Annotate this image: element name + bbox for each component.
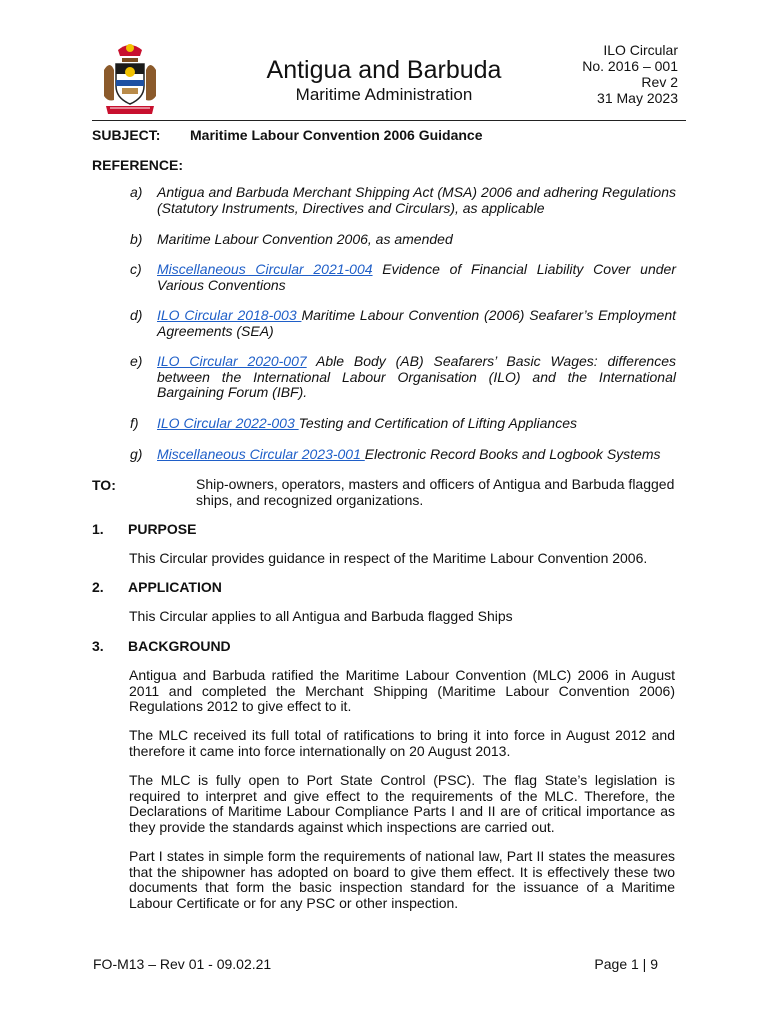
reference-letter: f) <box>130 415 139 431</box>
reference-link[interactable]: ILO Circular 2020-007 <box>157 353 307 369</box>
section-paragraph: This Circular applies to all Antigua and Barbuda flagged Ships <box>129 608 513 624</box>
reference-label: REFERENCE: <box>92 157 184 173</box>
agency-subtitle: Maritime Administration <box>295 85 473 104</box>
subject-label: SUBJECT: <box>92 127 161 143</box>
reference-item <box>130 354 676 401</box>
reference-item <box>130 262 676 293</box>
section-paragraph: Antigua and Barbuda ratified the Maritime Labour Convention (MLC) 2006 in August 2011 and completed the Merchant Shipping (Maritime Labour Convention 2006) Regulations 2012 to give effect to it. <box>129 667 675 714</box>
country-title: Antigua and Barbuda <box>266 56 502 84</box>
reference-letter: b) <box>130 231 143 247</box>
to-label: TO: <box>92 477 116 493</box>
reference-item <box>130 232 676 248</box>
subject-value: Maritime Labour Convention 2006 Guidance <box>190 127 483 143</box>
header-divider <box>92 120 686 121</box>
reference-letter: a) <box>130 184 143 200</box>
to-value: Ship-owners, operators, masters and officers of Antigua and Barbuda flagged ships, and recognized organizations. <box>196 476 675 508</box>
section-paragraph: This Circular provides guidance in respect of the Maritime Labour Convention 2006. <box>129 550 648 566</box>
section-title: BACKGROUND <box>128 638 231 654</box>
footer-form-code: FO-M13 – Rev 01 - 09.02.21 <box>93 956 272 972</box>
reference-letter: d) <box>130 307 143 323</box>
circular-number: No. 2016 – 001 <box>582 58 678 74</box>
reference-letter: e) <box>130 353 143 369</box>
reference-link[interactable]: Miscellaneous Circular 2021-004 <box>157 261 373 277</box>
reference-text: Testing and Certification of Lifting Appliances <box>298 415 577 431</box>
circular-type: ILO Circular <box>603 42 678 58</box>
reference-link[interactable]: Miscellaneous Circular 2023-001 <box>157 446 365 462</box>
section-title: APPLICATION <box>128 579 222 595</box>
section-paragraph: Part I states in simple form the requirements of national law, Part II states the measures that the shipowner has adopted on board to give them effect. It is effectively these two documents that form the basic inspection standard for the issuance of a Maritime Labour Certificate or for any PSC or other inspection. <box>129 848 675 911</box>
section-number: 1. <box>92 521 104 537</box>
reference-item <box>130 416 676 432</box>
reference-text: Antigua and Barbuda Merchant Shipping Act (MSA) 2006 and adhering Regulations (Statutory Instruments, Directives and Circulars), as applicable <box>157 184 676 216</box>
circular-revision: Rev 2 <box>641 74 678 90</box>
reference-item <box>130 447 676 463</box>
reference-text: Electronic Record Books and Logbook Systems <box>364 446 661 462</box>
reference-text: Maritime Labour Convention 2006, as amended <box>157 231 453 247</box>
circular-date: 31 May 2023 <box>597 90 678 106</box>
reference-link[interactable]: ILO Circular 2022-003 <box>157 415 299 431</box>
footer-page-number: Page 1 | 9 <box>594 956 658 972</box>
section-paragraph: The MLC received its full total of ratifications to bring it into force in August 2012 and therefore it came into force internationally on 20 August 2013. <box>129 727 675 759</box>
section-number: 2. <box>92 579 104 595</box>
circular-info <box>582 42 678 106</box>
section-number: 3. <box>92 638 104 654</box>
section-title: PURPOSE <box>128 521 197 537</box>
section-paragraph: The MLC is fully open to Port State Control (PSC). The flag State’s legislation is required to interpret and give effect to the requirements of the MLC. Therefore, the Declarations of Maritime Labour Compliance Parts I and II are of critical importance as they provide the standards against which inspections are carried out. <box>129 772 675 835</box>
reference-letter: c) <box>130 261 142 277</box>
reference-text: Evidence of Financial Liability Cover under Various Conventions <box>157 261 676 293</box>
reference-item <box>130 185 676 216</box>
reference-item <box>130 308 676 339</box>
reference-text: Maritime Labour Convention (2006) Seafarer’s Employment Agreements (SEA) <box>157 307 676 339</box>
reference-link[interactable]: ILO Circular 2018-003 <box>157 307 302 323</box>
reference-letter: g) <box>130 446 143 462</box>
reference-text: Able Body (AB) Seafarers’ Basic Wages: differences between the International Labour Organisation (ILO) and the International Bargaining Forum (IBF). <box>157 353 676 400</box>
